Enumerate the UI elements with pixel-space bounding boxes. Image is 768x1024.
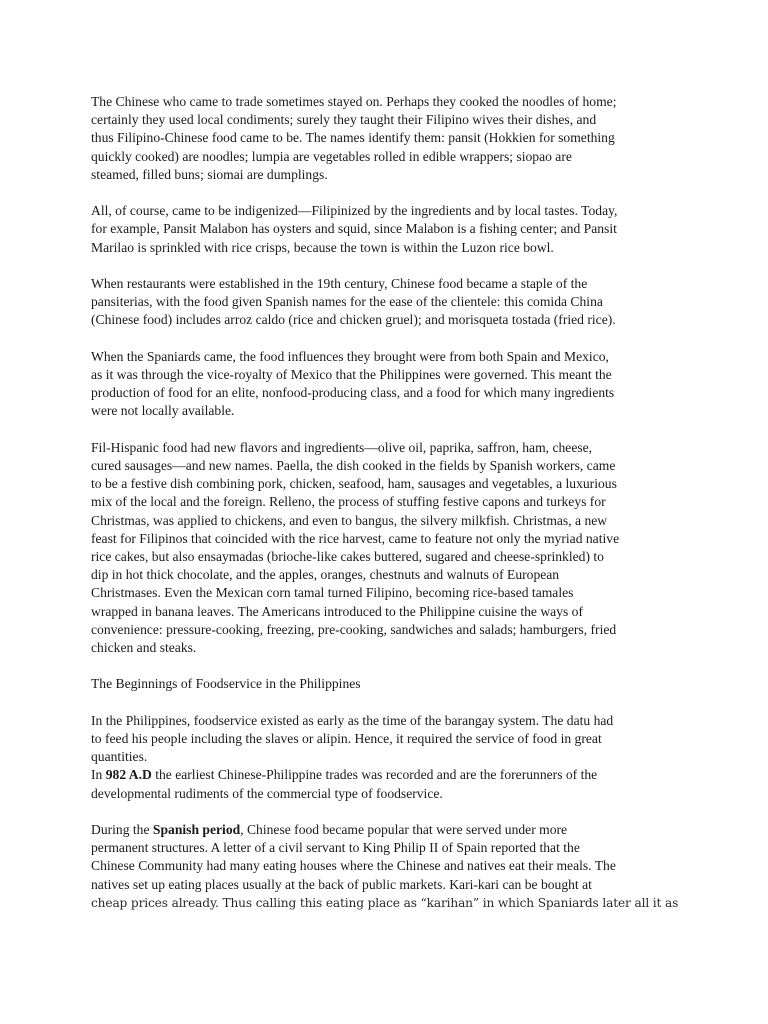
paragraph-spaniards: When the Spaniards came, the food influences they brought were from both Spain and Mexico, as it was through the vice-royalty of Mexico that the Philippines were governed. This meant the production of food for an elite, nonfood-producing class, and a food for which many ingredients were not locally available. — [91, 348, 615, 419]
paragraph-last-line: cheap prices already. Thus calling this eating place as “karihan” in which Spaniards later all it as — [91, 895, 679, 910]
paragraph-982-ad — [91, 766, 681, 802]
text-prefix: In — [91, 767, 106, 783]
text-rest: the earliest Chinese-Philippine trades was recorded and are the forerunners of the developmental rudiments of the commercial type of foodservice. — [91, 767, 598, 801]
text-rest: , Chinese food became popular that were served under more permanent structures. A letter of a civil servant to King Philip II of Spain reported that the Chinese Community had many eating houses where the Chinese and natives eat their meals. The natives set up eating places usually at the back of public markets. Kari-kari can be bought at — [91, 822, 616, 892]
text-prefix: During the — [91, 822, 153, 838]
paragraph-restaurants: When restaurants were established in the 19th century, Chinese food became a staple of the pansiterias, with the food given Spanish names for the ease of the clientele: this comida China (Chinese food) includes arroz caldo (rice and chicken gruel); and morisqueta tostada (fried rice). — [91, 276, 616, 328]
document-page — [91, 93, 681, 912]
paragraph-spanish-period — [91, 821, 681, 894]
bold-year: 982 A.D — [105, 767, 152, 783]
section-heading: The Beginnings of Foodservice in the Philippines — [91, 676, 361, 692]
paragraph-fil-hispanic: Fil-Hispanic food had new flavors and ingredients—olive oil, paprika, saffron, ham, cheese, cured sausages—and new names. Paella, the dish cooked in the fields by Spanish workers, came to be a festive dish combining pork, chicken, seafood, ham, sausages and vegetables, a luxurious mix of the local and the foreign. Relleno, the process of stuffing festive capons and turkeys for Christmas, was applied to chickens, and even to bangus, the silvery milkfish. Christmas, a new feast for Filipinos that coincided with the rice harvest, came to feature not only the myriad native rice cakes, but also ensaymadas (brioche-like cakes buttered, sugared and cheese-sprinkled) to dip in hot thick chocolate, and the apples, oranges, chestnuts and walnuts of European Christmases. Even the Mexican corn tamal turned Filipino, becoming rice-based tamales wrapped in banana leaves. The Americans introduced to the Philippine cuisine the ways of convenience: pressure-cooking, freezing, pre-cooking, sandwiches and salads; hamburgers, fried chicken and steaks. — [91, 439, 620, 656]
bold-spanish-period: Spanish period — [152, 822, 241, 838]
paragraph-chinese-trade: The Chinese who came to trade sometimes stayed on. Perhaps they cooked the noodles of home; certainly they used local condiments; surely they taught their Filipino wives their dishes, and thus Filipino-Chinese food came to be. The names identify them: pansit (Hokkien for something quickly cooked) are noodles; lumpia are vegetables rolled in edible wrappers; siopao are steamed, filled buns; siomai are dumplings. — [91, 94, 617, 182]
paragraph-indigenized: All, of course, came to be indigenized—Filipinized by the ingredients and by local tastes. Today, for example, Pansit Malabon has oysters and squid, since Malabon is a fishing center; and Pansit Marilao is sprinkled with rice crisps, because the town is within the Luzon rice bowl. — [91, 203, 618, 255]
paragraph-barangay: In the Philippines, foodservice existed as early as the time of the barangay system. The datu had to feed his people including the slaves or alipin. Hence, it required the service of food in great quantities. — [91, 712, 614, 765]
